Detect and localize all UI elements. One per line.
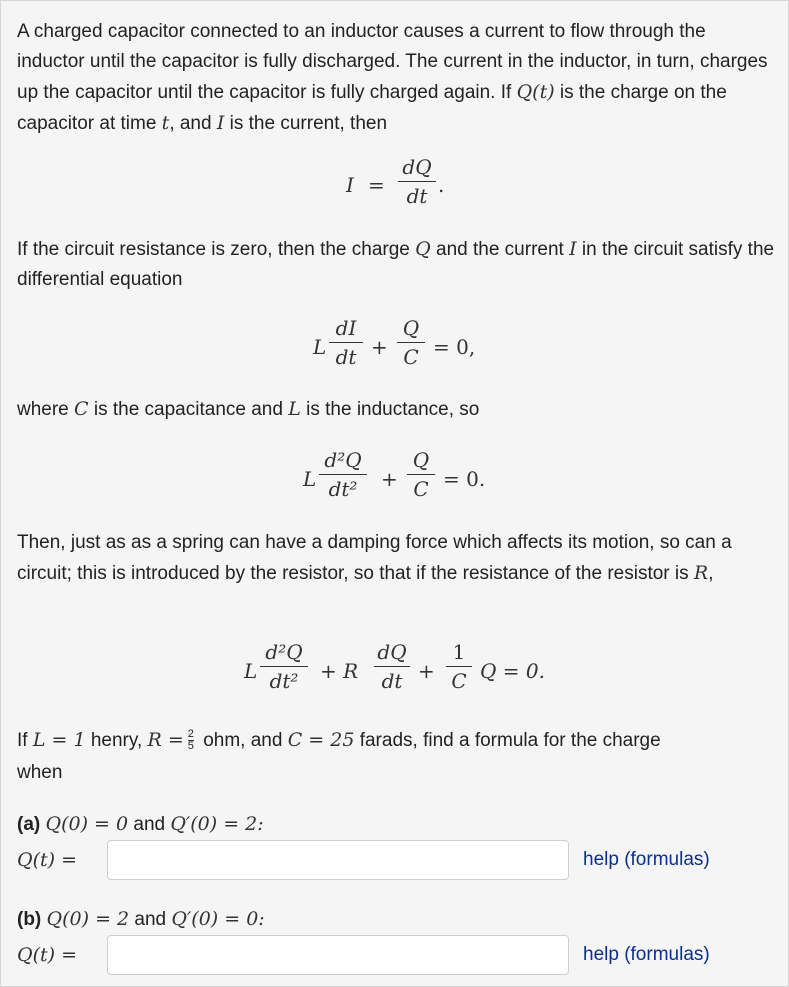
para3-text-3: is the inductance, so <box>300 399 480 420</box>
part-a-condition <box>17 809 777 840</box>
part-b-label: (b) <box>17 909 42 930</box>
eq4-den2: dt <box>381 669 403 693</box>
para5-text-2: henry, <box>85 730 148 751</box>
math-R: R <box>693 562 709 584</box>
eq4-fraction-3 <box>446 641 472 692</box>
eq4-num1: d²Q <box>265 640 303 664</box>
zero-resistance-paragraph <box>17 234 777 295</box>
part-a-cond-2: Q′(0) = 2: <box>170 813 264 835</box>
intro-paragraph <box>17 17 777 139</box>
eq1-numerator: dQ <box>402 155 432 179</box>
eq4-num2: dQ <box>377 640 407 664</box>
eq4-L: L <box>244 659 258 683</box>
eq2-fraction-2 <box>397 317 425 368</box>
equation-rlc-circuit <box>244 637 574 703</box>
para2-text-2: and the current <box>430 239 570 260</box>
eq3-num2: Q <box>412 448 430 472</box>
math-I: I <box>216 112 225 134</box>
para5-text-4: farads, find a formula for the charge <box>354 730 661 751</box>
para5-line-2: when <box>17 762 63 783</box>
eq4-den3: C <box>451 669 467 693</box>
para3-text-2: is the capacitance and <box>88 399 289 420</box>
para3-text-1: where <box>17 399 75 420</box>
eq3-fraction-1 <box>319 449 367 500</box>
part-b-answer-input[interactable] <box>107 935 569 975</box>
capacitance-paragraph <box>17 394 777 425</box>
math-Q: Q <box>415 238 431 260</box>
math-L: L <box>288 398 301 420</box>
eq4-rhs: Q = 0. <box>480 659 545 683</box>
part-b-cond-2: Q′(0) = 0: <box>171 908 265 930</box>
eq3-rhs: = 0. <box>443 467 486 491</box>
eq2-plus: + <box>371 335 388 359</box>
math-C-value: C = 25 <box>287 729 355 751</box>
part-a-answer-input[interactable] <box>107 840 569 880</box>
part-a-help-link[interactable]: help (formulas) <box>583 849 710 870</box>
intro-text-4: is the current, then <box>224 113 388 134</box>
eq4-num3: 1 <box>452 640 466 664</box>
part-a-answer-label <box>17 845 107 876</box>
part-b-Qt-label: Q(t) = <box>17 944 77 966</box>
part-a-cond-1: Q(0) = 0 <box>45 813 129 835</box>
para5-text-1: If <box>17 730 33 751</box>
frac-num: 2 <box>187 728 194 741</box>
eq3-den2: C <box>413 477 429 501</box>
math-L-value: L = 1 <box>32 729 86 751</box>
math-t: t <box>161 112 170 134</box>
eq2-rhs: = 0, <box>433 335 476 359</box>
para2-text-3: in the circuit satisfy the differential equation <box>17 239 775 290</box>
frac-den: 5 <box>187 740 194 753</box>
part-a-and: and <box>128 814 171 835</box>
eq4-den1: dt² <box>269 669 299 693</box>
eq1-period: . <box>438 173 445 197</box>
eq3-L: L <box>303 467 317 491</box>
intro-text-3: , and <box>169 113 217 134</box>
eq4-fraction-2 <box>374 641 410 692</box>
part-b-and: and <box>129 909 172 930</box>
eq4-plus-R: + R <box>320 659 359 683</box>
equation-second-order <box>303 445 503 511</box>
eq4-plus: + <box>418 659 435 683</box>
given-values-paragraph <box>17 725 777 756</box>
eq4-fraction-1 <box>260 641 308 692</box>
part-b-help-link[interactable]: help (formulas) <box>583 944 710 965</box>
eq3-plus: + <box>381 467 398 491</box>
eq3-fraction-2 <box>407 449 435 500</box>
eq2-fraction-1 <box>329 317 363 368</box>
math-C: C <box>74 398 89 420</box>
equation-current <box>346 153 456 219</box>
eq1-denominator: dt <box>406 184 428 208</box>
equation-lc-circuit <box>313 313 503 379</box>
eq2-num2: Q <box>402 316 420 340</box>
eq3-num1: d²Q <box>324 448 362 472</box>
eq1-fraction <box>398 156 436 207</box>
math-R-value: R = <box>147 729 184 751</box>
given-values-line-2 <box>17 758 777 788</box>
fraction-two-fifths <box>188 729 194 752</box>
eq2-den1: dt <box>335 345 357 369</box>
damping-paragraph <box>17 528 777 589</box>
intro-text-1: A charged capacitor connected to an inductor causes a current to flow through the inductor until the capacitor is fully discharged. The current in the inductor, in turn, charges up the capacitor until the capacitor is fully charged again. If <box>17 21 768 103</box>
intro-text-2: is the charge on the capacitor at time <box>17 82 727 134</box>
para4-text-2: , <box>708 563 714 584</box>
part-b-condition <box>17 904 777 935</box>
part-b-answer-label <box>17 940 107 971</box>
eq3-den1: dt² <box>328 477 358 501</box>
para4-text-1: Then, just as as a spring can have a damping force which affects its motion, so can a circuit; this is introduced by the resistor, so that if the resistance of the resistor is <box>17 532 732 584</box>
part-a-label: (a) <box>17 814 41 835</box>
eq2-L: L <box>313 335 327 359</box>
para2-text-1: If the circuit resistance is zero, then the charge <box>17 239 416 260</box>
part-a-Qt-label: Q(t) = <box>17 849 77 871</box>
math-I-2: I <box>569 238 577 260</box>
part-b-cond-1: Q(0) = 2 <box>46 908 130 930</box>
eq1-lhs: I <box>346 173 354 197</box>
eq1-equals: = <box>368 173 385 197</box>
math-Qt: Q(t) <box>516 81 555 103</box>
eq2-den2: C <box>403 345 419 369</box>
para5-text-3: ohm, and <box>197 730 288 751</box>
eq2-num1: dI <box>335 316 357 340</box>
